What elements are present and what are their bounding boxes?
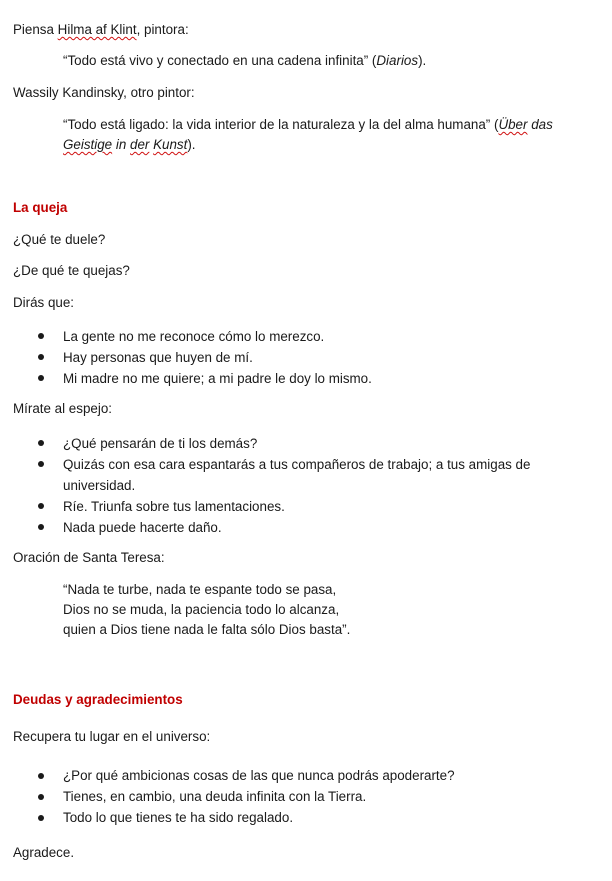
kandinsky-quote — [63, 115, 553, 135]
kandinsky-quote-text: “Todo está ligado: la vida interior de la naturaleza y la del alma humana” ( — [63, 117, 499, 132]
klint-name: Hilma af Klint — [57, 22, 137, 37]
bullet-icon — [38, 333, 44, 339]
kandinsky-source-word: Über — [498, 117, 528, 132]
section-heading-la-queja: La queja — [13, 200, 68, 215]
list-item: Ríe. Triunfa sobre tus lamentaciones. — [63, 499, 285, 514]
bullet-icon — [38, 773, 44, 779]
kandinsky-source-word: Kunst — [153, 137, 188, 152]
bullet-icon — [38, 794, 44, 800]
kandinsky-source-word: Geistige — [63, 137, 113, 152]
list-item: Quizás con esa cara espantarás a tus compañeros de trabajo; a tus amigas de — [63, 457, 531, 472]
bullet-icon — [38, 440, 44, 446]
klint-prefix: Piensa — [13, 22, 58, 37]
section-heading-deudas: Deudas y agradecimientos — [13, 692, 183, 707]
diras-que: Dirás que: — [13, 295, 75, 310]
klint-source: Diarios — [376, 53, 419, 68]
klint-intro — [13, 20, 189, 40]
list-item-continuation: universidad. — [63, 478, 136, 493]
poem-line: “Nada te turbe, nada te espante todo se pasa, — [63, 582, 337, 597]
bullet-icon — [38, 503, 44, 509]
klint-suffix: , pintora: — [136, 22, 189, 37]
bullet-icon — [38, 375, 44, 381]
kandinsky-source-word: in — [112, 137, 130, 152]
list-item: Tienes, en cambio, una deuda infinita con la Tierra. — [63, 789, 367, 804]
agradece: Agradece. — [13, 845, 75, 860]
kandinsky-close: ). — [187, 137, 196, 152]
bullet-icon — [38, 524, 44, 530]
question-1: ¿Qué te duele? — [13, 232, 106, 247]
list-item: Todo lo que tienes te ha sido regalado. — [63, 810, 294, 825]
klint-close: ). — [418, 53, 427, 68]
oracion-santa-teresa: Oración de Santa Teresa: — [13, 550, 165, 565]
bullet-icon — [38, 354, 44, 360]
mirate-al-espejo: Mírate al espejo: — [13, 401, 112, 416]
list-item: Nada puede hacerte daño. — [63, 520, 222, 535]
list-item: ¿Por qué ambicionas cosas de las que nunca podrás apoderarte? — [63, 768, 455, 783]
kandinsky-source-word: das — [527, 117, 553, 132]
poem-line: quien a Dios tiene nada le falta sólo Dios basta”. — [63, 622, 351, 637]
list-item: Mi madre no me quiere; a mi padre le doy lo mismo. — [63, 371, 372, 386]
klint-quote-text: “Todo está vivo y conectado en una cadena infinita” ( — [63, 53, 377, 68]
list-item: Hay personas que huyen de mí. — [63, 350, 253, 365]
list-item: ¿Qué pensarán de ti los demás? — [63, 436, 258, 451]
kandinsky-quote-cont — [63, 135, 196, 155]
bullet-icon — [38, 815, 44, 821]
poem-line: Dios no se muda, la paciencia todo lo alcanza, — [63, 602, 340, 617]
bullet-icon — [38, 461, 44, 467]
recupera-tu-lugar: Recupera tu lugar en el universo: — [13, 729, 211, 744]
kandinsky-source-word: der — [130, 137, 150, 152]
list-item: La gente no me reconoce cómo lo merezco. — [63, 329, 325, 344]
klint-quote — [63, 51, 426, 71]
kandinsky-intro: Wassily Kandinsky, otro pintor: — [13, 85, 195, 100]
question-2: ¿De qué te quejas? — [13, 263, 130, 278]
